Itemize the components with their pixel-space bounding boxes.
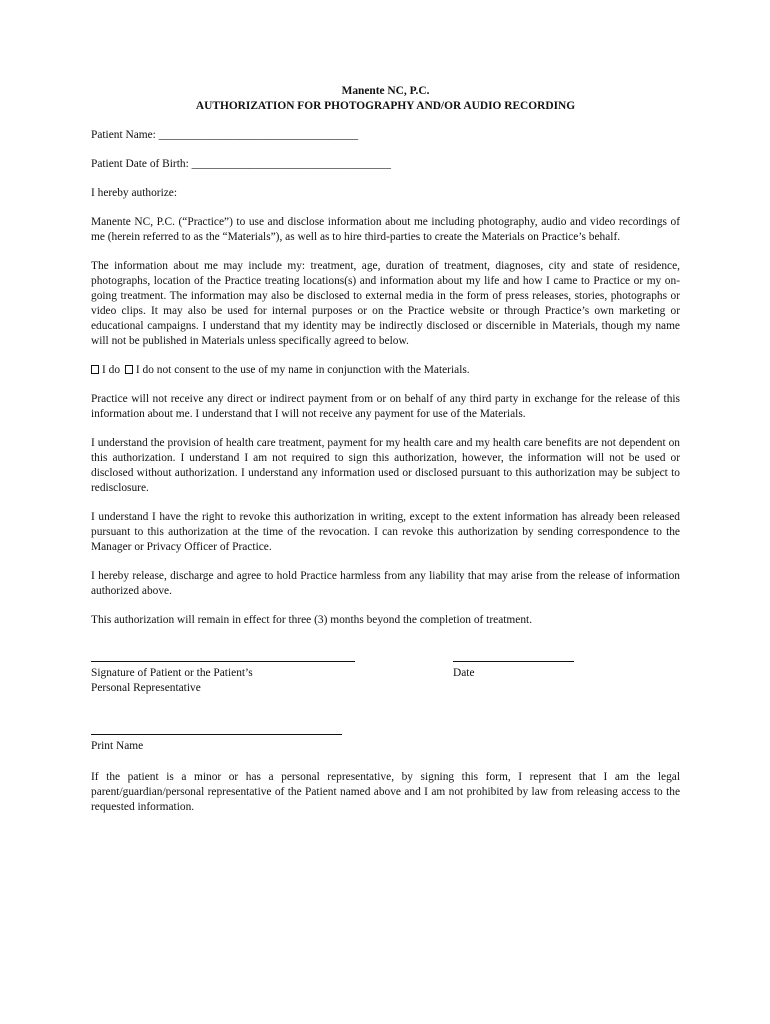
consent-yes-checkbox[interactable] [91,365,99,374]
print-name-block [91,734,342,754]
authorize-intro: I hereby authorize: [91,187,178,199]
paragraph-revocation: I understand I have the right to revoke this authorization in writing, except to the extent information has already been released pursuant to this authorization at the time of the revocation. I can revoke this authorization by sending correspondence to the Manager or Privacy Officer of Practice. [91,511,680,553]
paragraph-information-scope: The information about me may include my: treatment, age, duration of treatment, diagnoses, city and state of residence, photographs, location of the Practice treating locations(s) and information about my life and how I came to Practice or my on-going treatment. The information may also be disclosed to external media in the form of press releases, stories, photographs or video clips. It may also be used for internal purposes or on the Practice website or through Practice’s own marketing or educational campaigns. I understand that my identity may be indirectly disclosed or discernible in Materials, though my name will not be published in Materials unless specifically agreed to below. [91,260,680,347]
paragraph-release: I hereby release, discharge and agree to hold Practice harmless from any liability that may arise from the release of information authorized above. [91,570,680,597]
signature-block [91,661,355,696]
consent-line [91,363,680,378]
print-name-line[interactable] [91,734,342,735]
org-name: Manente NC, P.C. [341,85,430,97]
date-block [453,661,574,681]
date-label: Date [453,667,475,679]
paragraph-duration: This authorization will remain in effect for three (3) months beyond the completion of treatment. [91,614,533,626]
form-title: AUTHORIZATION FOR PHOTOGRAPHY AND/OR AUDIO RECORDING [195,100,576,112]
signature-row [91,661,680,705]
signature-label [91,666,355,696]
print-name-label: Print Name [91,740,144,752]
consent-yes-label: I do [102,364,121,376]
patient-name-field[interactable]: Patient Name: ___________________________________ [91,129,359,141]
paragraph-practice-authorization: Manente NC, P.C. (“Practice”) to use and disclose information about me including photography, audio and video recordings of me (herein referred to as the “Materials”), as well as to hire third-parties to create the Materials on Practice’s behalf. [91,216,680,243]
paragraph-minor-representative: If the patient is a minor or has a personal representative, by signing this form, I represent that I am the legal parent/guardian/personal representative of the Patient named above and I am not prohibited by law from releasing access to the requested information. [91,771,680,813]
signature-line[interactable] [91,661,355,662]
consent-no-checkbox[interactable] [125,365,133,374]
authorization-form [91,84,680,815]
date-of-birth-field[interactable]: Patient Date of Birth: ___________________________________ [91,158,391,170]
paragraph-treatment-not-dependent: I understand the provision of health care treatment, payment for my health care and my health care benefits are not dependent on this authorization. I understand I am not required to sign this authorization, however, the information will not be used or disclosed without authorization. I understand any information used or disclosed pursuant to this authorization may be subject to redisclosure. [91,437,680,494]
signature-label-line-1: Signature of Patient or the Patient’s [91,667,253,679]
paragraph-no-payment: Practice will not receive any direct or indirect payment from or on behalf of any third party in exchange for the release of this information about me. I understand that I will not receive any payment for use of the Materials. [91,393,680,420]
date-line[interactable] [453,661,574,662]
consent-no-label: I do not consent to the use of my name in conjunction with the Materials. [135,364,470,376]
signature-label-line-2: Personal Representative [91,682,201,694]
